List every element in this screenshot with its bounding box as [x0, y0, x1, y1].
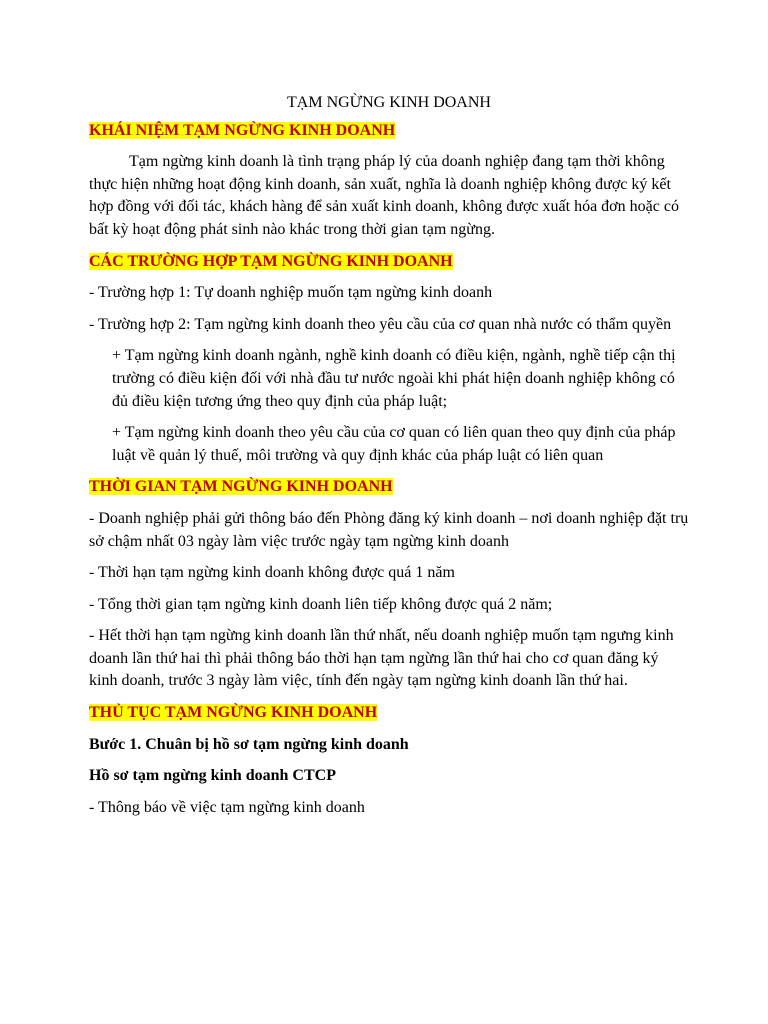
duration-paragraph-2: - Thời hạn tạm ngừng kinh doanh không được quá 1 năm: [89, 564, 455, 582]
case-2-subitem-2: + Tạm ngừng kinh doanh theo yêu cầu của cơ quan có liên quan theo quy định của pháp luật về quản lý thuế, môi trường và quy định khác của pháp luật có liên quan: [112, 424, 676, 464]
case-1-paragraph: - Trường hợp 1: Tự doanh nghiệp muốn tạm ngừng kinh doanh: [89, 284, 493, 302]
section-heading-duration: [89, 476, 689, 499]
step-1-heading: Bước 1. Chuân bị hồ sơ tạm ngừng kinh doanh: [89, 735, 409, 753]
case-2-paragraph: - Trường hợp 2: Tạm ngừng kinh doanh theo yêu cầu của cơ quan nhà nước có thẩm quyền: [89, 315, 672, 333]
duration-paragraph-1: - Doanh nghiệp phải gửi thông báo đến Phòng đăng ký kinh doanh – nơi doanh nghiệp đặt trụ sở chậm nhất 03 ngày làm việc trước ngày tạm ngừng kinh doanh: [89, 509, 689, 550]
duration-paragraph-3: - Tổng thời gian tạm ngừng kinh doanh liên tiếp không được quá 2 năm;: [89, 595, 553, 613]
dossier-heading: Hồ sơ tạm ngừng kinh doanh CTCP: [89, 767, 336, 785]
dossier-item-1: - Thông báo về việc tạm ngừng kinh doanh: [89, 798, 365, 816]
concept-paragraph: Tạm ngừng kinh doanh là tình trạng pháp lý của doanh nghiệp đang tạm thời không thực hiện những hoạt động kinh doanh, sản xuất, nghĩa là doanh nghiệp không được ký kết hợp đồng với đối tác, khách hàng để sản xuất kinh doanh, không được xuất hóa đơn hoặc có bất kỳ hoạt động phát sinh nào khác trong thời gian tạm ngừng.: [89, 153, 679, 238]
highlighted-heading-text: THỜI GIAN TẠM NGỪNG KINH DOANH: [89, 478, 393, 496]
case-2-subitem-1: + Tạm ngừng kinh doanh ngành, nghề kinh doanh có điều kiện, ngành, nghề tiếp cận thị trường có điều kiện đối với nhà đầu tư nước ngoài khi phát hiện doanh nghiệp không có đủ điều kiện tương ứng theo quy định của pháp luật;: [112, 347, 676, 410]
document-page: [89, 92, 689, 828]
document-title: TẠM NGỪNG KINH DOANH: [287, 94, 491, 111]
highlighted-heading-text: THỦ TỤC TẠM NGỪNG KINH DOANH: [89, 704, 378, 722]
section-heading-procedure: [89, 702, 689, 725]
duration-paragraph-4: - Hết thời hạn tạm ngừng kinh doanh lần thứ nhất, nếu doanh nghiệp muốn tạm ngưng kinh doanh lần thứ hai thì phải thông báo thời hạn tạm ngừng lần thứ hai cho cơ quan đăng ký kinh doanh, trước 3 ngày làm việc, tính đến ngày tạm ngừng kinh doanh lần thứ hai.: [89, 627, 674, 690]
section-heading-cases: [89, 251, 689, 274]
highlighted-heading-text: KHÁI NIỆM TẠM NGỪNG KINH DOANH: [89, 121, 396, 139]
highlighted-heading-text: CÁC TRƯỜNG HỢP TẠM NGỪNG KINH DOANH: [89, 252, 453, 270]
section-heading-concept: [89, 120, 689, 143]
